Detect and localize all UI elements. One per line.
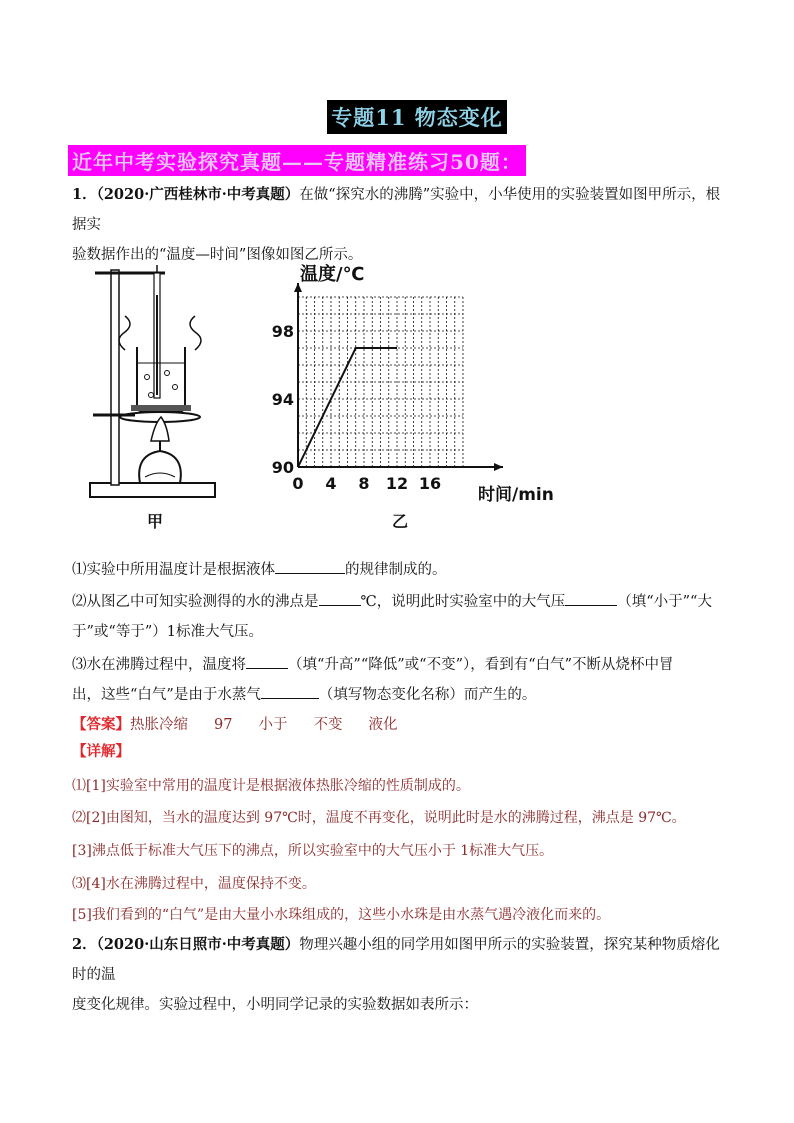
- x-tick-label: 0: [292, 474, 304, 493]
- page-subtitle: 近年中考实验探究真题——专题精准练习50题：: [68, 145, 526, 176]
- answer-4: 不变: [313, 717, 343, 733]
- q1-p3-text: ⑶水在沸腾过程中，温度将: [72, 657, 246, 673]
- q1-p3-line2-after: （填写物态变化名称）而产生的。: [318, 687, 537, 703]
- q2-number: 2．: [72, 936, 97, 953]
- q1-blank-2[interactable]: [319, 591, 361, 606]
- chart-axes: [294, 283, 503, 471]
- q1-p3-after: （填“升高”“降低”或“不变”），看到有“白气”不断从烧杯中冒: [288, 657, 674, 673]
- x-axis-arrow: [494, 463, 503, 471]
- q1-source: （2020·广西桂林市·中考真题）: [96, 186, 300, 203]
- q1-answer: [72, 710, 732, 740]
- q2-source: （2020·山东日照市·中考真题）: [96, 936, 300, 953]
- q1-p2-line2: 于”或“等于”）1标准大气压。: [72, 624, 263, 640]
- x-tick-label: 12: [385, 474, 409, 493]
- q2-stem: [72, 930, 732, 1020]
- answer-3: 小于: [258, 717, 288, 733]
- figure-apparatus: [85, 255, 275, 535]
- q2-stem-line1: 物理兴趣小组的同学用如图甲所示的实验装置，探究某种物质熔化时的温: [72, 937, 720, 983]
- q1-blank-5[interactable]: [261, 684, 319, 699]
- q1-blank-1[interactable]: [275, 559, 345, 574]
- detail-line-2: ⑵[2]由图知，当水的温度达到 97℃时，温度不再变化，说明此时是水的沸腾过程，沸点是 97℃。: [72, 810, 686, 826]
- answer-5: 液化: [368, 717, 398, 733]
- q1-stem-line1: 在做“探究水的沸腾”实验中，小华使用的实验装置如图甲所示，根据实: [72, 187, 721, 233]
- answer-tag: 【答案】: [72, 716, 130, 733]
- q1-p2-mid: ℃，说明此时实验室中的大气压: [360, 594, 566, 610]
- detail-line-1: ⑴[1]实验室中常用的温度计是根据液体热胀冷缩的性质制成的。: [72, 778, 470, 794]
- y-tick-label: 94: [271, 390, 294, 409]
- q1-blank-4[interactable]: [246, 654, 288, 669]
- q1-p3-line2: 出，这些“白气”是由于水蒸气: [72, 687, 261, 703]
- q1-p2-text: ⑵从图乙中可知实验测得的水的沸点是: [72, 594, 319, 610]
- title-wrap: [0, 100, 794, 134]
- temperature-time-chart: [271, 255, 580, 535]
- q1-stem-line2: 验数据作出的“温度—时间”图像如图乙所示。: [72, 247, 363, 263]
- detail-tag: 【详解】: [72, 743, 130, 760]
- q1-p1-after: 的规律制成的。: [345, 562, 447, 578]
- q1-blank-3[interactable]: [565, 591, 617, 606]
- q1-part2: [72, 587, 732, 647]
- q1-p2-after: （填“小于”“大: [617, 594, 712, 610]
- x-tick-label: 8: [358, 474, 370, 493]
- chart-grid: [298, 297, 463, 467]
- answer-1: 热胀冷缩: [130, 717, 188, 733]
- y-tick-label: 90: [271, 458, 294, 477]
- x-tick-label: 16: [418, 474, 442, 493]
- chart-xlabel: 时间/min: [478, 485, 554, 505]
- detail-line-4: ⑶[4]水在沸腾过程中，温度保持不变。: [72, 876, 316, 892]
- q1-part1: [72, 555, 732, 585]
- q1-detail-heading: [72, 737, 732, 767]
- detail-line-3: [3]沸点低于标准大气压下的沸点，所以实验室中的大气压小于 1标准大气压。: [72, 843, 554, 859]
- answer-2: 97: [214, 717, 233, 733]
- x-tick-label: 4: [325, 474, 337, 493]
- figure-b-label: 乙: [392, 512, 409, 531]
- q1-part3: [72, 650, 732, 710]
- chart-ylabel: 温度/℃: [300, 264, 365, 285]
- q1-p1-text: ⑴实验中所用温度计是根据液体: [72, 562, 275, 578]
- page-title: 专题11 物态变化: [327, 100, 507, 134]
- q1-number: 1．: [72, 186, 97, 203]
- detail-line-5: [5]我们看到的“白气”是由大量小水珠组成的，这些小水珠是由水蒸气遇冷液化而来的。: [72, 907, 611, 923]
- figure-a-label: 甲: [147, 512, 164, 531]
- q2-stem-line2: 度变化规律。实验过程中，小明同学记录的实验数据如表所示：: [72, 997, 478, 1013]
- y-tick-label: 98: [271, 322, 294, 341]
